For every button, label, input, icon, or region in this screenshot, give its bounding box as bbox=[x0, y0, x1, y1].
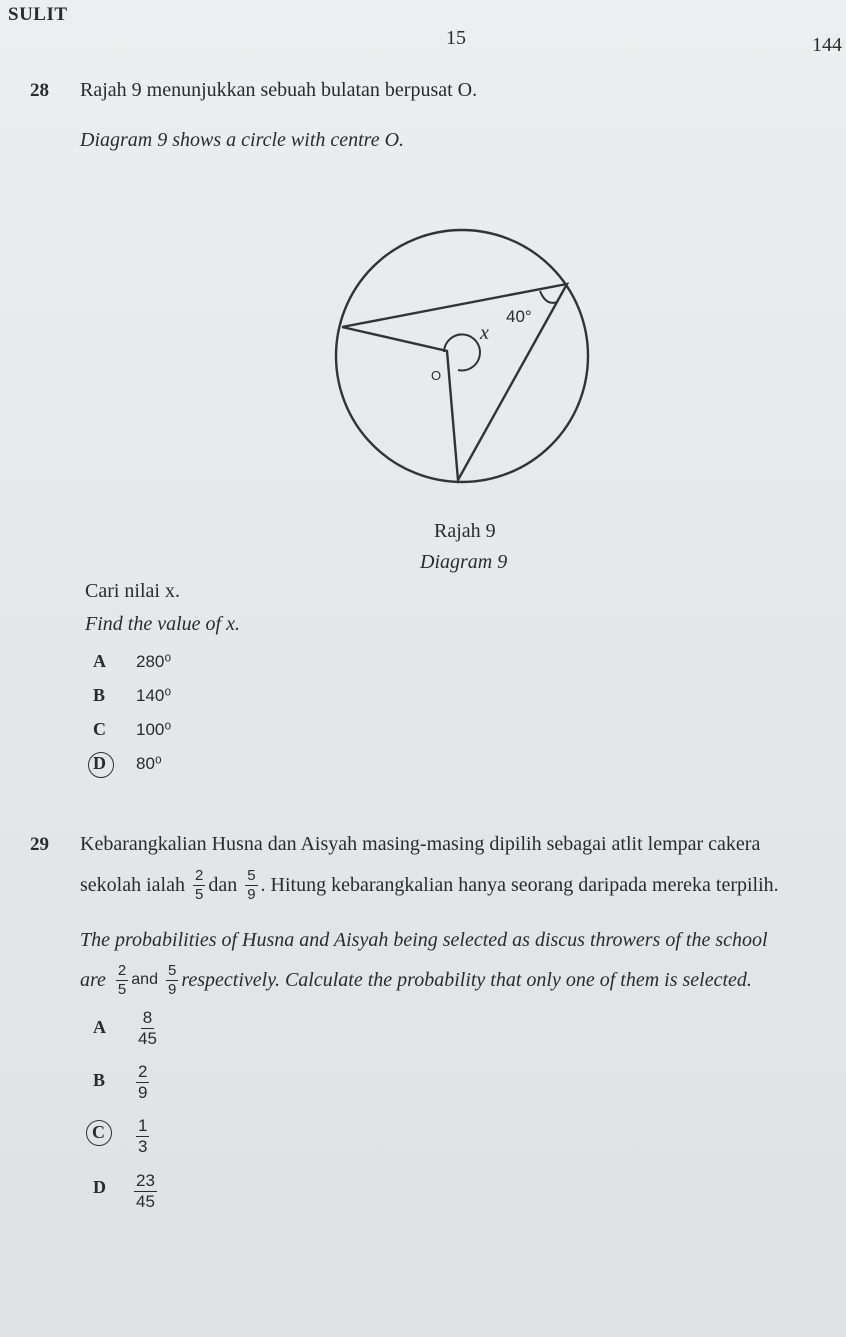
q28-option-c-value: 100⁰ bbox=[136, 720, 172, 739]
q29-option-b-den: 9 bbox=[138, 1082, 148, 1102]
q29-option-c-fraction bbox=[136, 1117, 149, 1156]
q29-bm-text-a: sekolah ialah bbox=[80, 873, 185, 896]
q29-en-fraction-b-den: 9 bbox=[167, 980, 177, 998]
q29-option-c-den: 3 bbox=[138, 1136, 148, 1156]
q29-en-fraction-a bbox=[116, 963, 128, 998]
question-28-text-en: Diagram 9 shows a circle with centre O. bbox=[80, 129, 405, 151]
variable-x-label: x bbox=[480, 322, 489, 344]
q28-option-d-value: 80⁰ bbox=[136, 754, 162, 773]
q29-option-d-num: 23 bbox=[136, 1171, 155, 1190]
angle-40-arc bbox=[540, 291, 557, 303]
q29-option-c-num: 1 bbox=[138, 1116, 148, 1135]
triangle-and-radii bbox=[342, 284, 567, 480]
q29-option-d-fraction bbox=[134, 1172, 157, 1211]
q29-bm-fraction-a bbox=[193, 868, 205, 903]
q29-option-c-letter[interactable]: C bbox=[92, 1122, 105, 1142]
page-number: 15 bbox=[446, 27, 466, 49]
question-28-prompt-en: Find the value of x. bbox=[85, 613, 240, 635]
q29-en-fraction-a-num: 2 bbox=[117, 962, 127, 979]
q29-en-text-b: and bbox=[131, 971, 158, 989]
question-29-line1-en: The probabilities of Husna and Aisyah being selected as discus throwers of the school bbox=[80, 929, 768, 951]
q29-bm-fraction-a-den: 5 bbox=[194, 885, 204, 903]
question-28-prompt-bm: Cari nilai x. bbox=[85, 580, 180, 602]
q29-option-b-fraction bbox=[136, 1063, 149, 1102]
q29-option-b-letter[interactable]: B bbox=[93, 1070, 106, 1090]
centre-o-label: O bbox=[431, 368, 442, 383]
q29-option-a-letter[interactable]: A bbox=[93, 1017, 106, 1037]
q29-en-fraction-b-num: 5 bbox=[167, 962, 177, 979]
header-sulit: SULIT bbox=[8, 4, 68, 25]
q29-option-a-fraction bbox=[136, 1009, 159, 1048]
question-29-number: 29 bbox=[30, 834, 49, 855]
question-28-number: 28 bbox=[30, 80, 49, 101]
q28-option-b-value: 140⁰ bbox=[136, 686, 172, 705]
q29-bm-fraction-b-den: 9 bbox=[247, 885, 256, 903]
question-29-line2-bm bbox=[80, 868, 779, 903]
q29-en-text-a: are bbox=[80, 968, 106, 991]
q29-en-fraction-b bbox=[166, 963, 178, 998]
q29-en-text-c: respectively. Calculate the probability that only one of them is selected. bbox=[181, 968, 752, 991]
q29-en-fraction-a-den: 5 bbox=[117, 980, 127, 998]
q29-option-a-num: 8 bbox=[142, 1008, 153, 1027]
angle-40-label: 40° bbox=[506, 307, 532, 326]
q29-bm-fraction-a-num: 2 bbox=[194, 867, 204, 884]
q28-option-a-letter[interactable]: A bbox=[93, 651, 106, 671]
q29-bm-fraction-b-num: 5 bbox=[247, 867, 256, 884]
question-29-line1-bm: Kebarangkalian Husna dan Aisyah masing-masing dipilih sebagai atlit lempar cakera bbox=[80, 833, 761, 855]
q29-option-d-den: 45 bbox=[136, 1191, 155, 1211]
question-28-text-bm: Rajah 9 menunjukkan sebuah bulatan berpusat O. bbox=[80, 79, 478, 101]
circle-diagram bbox=[325, 218, 600, 498]
paper-code: 144 bbox=[812, 34, 842, 56]
circle-outline bbox=[336, 230, 588, 482]
diagram-caption-en: Diagram 9 bbox=[420, 551, 508, 573]
question-29-line2-en bbox=[80, 963, 752, 998]
q28-option-a-value: 280⁰ bbox=[136, 652, 172, 671]
q29-option-b-num: 2 bbox=[138, 1062, 148, 1081]
q29-option-d-letter[interactable]: D bbox=[93, 1177, 106, 1197]
q29-bm-fraction-b bbox=[245, 868, 257, 903]
q28-option-d-letter[interactable]: D bbox=[93, 753, 106, 773]
q28-option-b-letter[interactable]: B bbox=[93, 685, 106, 705]
q29-bm-text-c: . Hitung kebarangkalian hanya seorang daripada mereka terpilih. bbox=[260, 873, 779, 896]
q29-bm-text-b: dan bbox=[208, 873, 238, 896]
diagram-caption-bm: Rajah 9 bbox=[434, 520, 496, 542]
q28-option-c-letter[interactable]: C bbox=[93, 719, 106, 739]
q29-option-a-den: 45 bbox=[138, 1028, 157, 1048]
